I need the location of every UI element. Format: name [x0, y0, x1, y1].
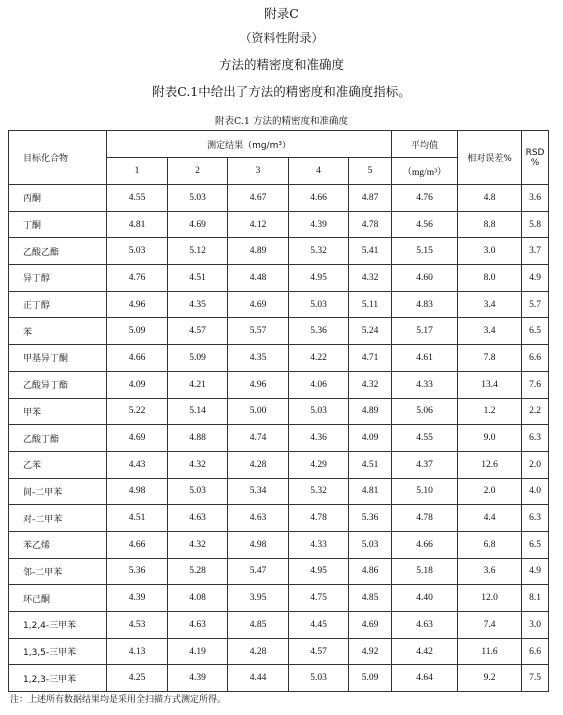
- section-title: 方法的精密度和准确度: [218, 57, 344, 72]
- result-value: 4.87: [349, 185, 392, 212]
- result-value: 4.69: [107, 425, 168, 452]
- rsd-value: 6.6: [522, 638, 549, 665]
- result-value: 5.00: [228, 398, 289, 425]
- result-value: 4.89: [349, 398, 392, 425]
- table-row: [9, 265, 549, 292]
- result-value: 4.45: [289, 612, 349, 639]
- result-value: 3.95: [228, 585, 289, 612]
- mean-value: 5.06: [392, 398, 458, 425]
- result-value: 5.09: [349, 665, 392, 692]
- header-mean: 平均值: [392, 131, 458, 158]
- table-caption: 附表C.1 方法的精密度和准确度: [214, 116, 348, 127]
- result-value: 4.57: [289, 638, 349, 665]
- mean-value: 4.78: [392, 505, 458, 532]
- result-value: 5.24: [349, 318, 392, 345]
- result-value: 4.96: [228, 371, 289, 398]
- rsd-value: 6.6: [522, 345, 549, 372]
- result-value: 4.51: [168, 265, 228, 292]
- result-value: 4.63: [228, 505, 289, 532]
- result-value: 4.33: [289, 531, 349, 558]
- compound-name: 1,2,4-三甲苯: [9, 612, 107, 639]
- compound-name: 乙酸乙酯: [9, 238, 107, 265]
- result-value: 4.92: [349, 638, 392, 665]
- result-value: 5.41: [349, 238, 392, 265]
- table-row: [9, 211, 549, 238]
- result-value: 5.03: [289, 398, 349, 425]
- rsd-value: 5.7: [522, 291, 549, 318]
- compound-name: 邻-二甲苯: [9, 558, 107, 585]
- result-value: 4.53: [107, 612, 168, 639]
- rsd-value: 4.9: [522, 265, 549, 292]
- mean-value: 4.40: [392, 585, 458, 612]
- result-value: 4.06: [289, 371, 349, 398]
- rsd-value: 4.0: [522, 478, 549, 505]
- compound-name: 正丁醇: [9, 291, 107, 318]
- table-note: 注：上述所有数据结果均是采用全扫描方式测定所得。: [10, 695, 227, 705]
- mean-value: 4.61: [392, 345, 458, 372]
- result-value: 4.09: [107, 371, 168, 398]
- rsd-value: 5.8: [522, 211, 549, 238]
- compound-name: 乙酸丁酯: [9, 425, 107, 452]
- table-row: [9, 318, 549, 345]
- relative-error-value: 12.6: [458, 451, 522, 478]
- relative-error-value: 12.0: [458, 585, 522, 612]
- result-value: 5.36: [107, 558, 168, 585]
- result-value: 4.98: [228, 531, 289, 558]
- compound-name: 丙酮: [9, 185, 107, 212]
- table-row: [9, 185, 549, 212]
- result-value: 4.85: [228, 612, 289, 639]
- mean-value: 4.64: [392, 665, 458, 692]
- compound-name: 乙酸异丁酯: [9, 371, 107, 398]
- relative-error-value: 7.4: [458, 612, 522, 639]
- result-value: 4.78: [349, 211, 392, 238]
- relative-error-value: 3.4: [458, 318, 522, 345]
- result-value: 4.89: [228, 238, 289, 265]
- header-rsd: RSD %: [522, 131, 549, 185]
- relative-error-value: 1.2: [458, 398, 522, 425]
- result-value: 5.32: [289, 238, 349, 265]
- result-value: 4.32: [168, 451, 228, 478]
- result-value: 4.57: [168, 318, 228, 345]
- result-value: 5.12: [168, 238, 228, 265]
- compound-name: 甲基异丁酮: [9, 345, 107, 372]
- result-value: 5.57: [228, 318, 289, 345]
- table-row: [9, 345, 549, 372]
- result-value: 4.19: [168, 638, 228, 665]
- compound-name: 1,3,5-三甲苯: [9, 638, 107, 665]
- intro-text: 附表C.1中给出了方法的精密度和准确度指标。: [152, 84, 411, 99]
- mean-value: 4.66: [392, 531, 458, 558]
- result-value: 4.51: [107, 505, 168, 532]
- result-value: 4.76: [107, 265, 168, 292]
- relative-error-value: 8.8: [458, 211, 522, 238]
- relative-error-value: 2.0: [458, 478, 522, 505]
- result-value: 4.69: [349, 612, 392, 639]
- rsd-value: 7.5: [522, 665, 549, 692]
- result-value: 4.43: [107, 451, 168, 478]
- result-value: 5.09: [107, 318, 168, 345]
- table-row: [9, 425, 549, 452]
- rsd-value: 2.0: [522, 451, 549, 478]
- relative-error-value: 4.8: [458, 185, 522, 212]
- relative-error-value: 3.0: [458, 238, 522, 265]
- result-value: 4.88: [168, 425, 228, 452]
- table-row: [9, 291, 549, 318]
- rsd-value: 6.3: [522, 505, 549, 532]
- compound-name: 甲苯: [9, 398, 107, 425]
- header-replicate-2: 2: [168, 158, 228, 185]
- result-value: 5.09: [168, 345, 228, 372]
- rsd-value: 6.5: [522, 318, 549, 345]
- result-value: 4.25: [107, 665, 168, 692]
- header-replicate-5: 5: [349, 158, 392, 185]
- result-value: 4.95: [289, 265, 349, 292]
- result-value: 4.32: [349, 265, 392, 292]
- result-value: 4.81: [349, 478, 392, 505]
- result-value: 4.74: [228, 425, 289, 452]
- table-row: [9, 638, 549, 665]
- result-value: 4.66: [107, 531, 168, 558]
- result-value: 4.32: [168, 531, 228, 558]
- table-row: [9, 558, 549, 585]
- header-replicate-3: 3: [228, 158, 289, 185]
- result-value: 4.85: [349, 585, 392, 612]
- result-value: 5.03: [289, 291, 349, 318]
- mean-value: 5.10: [392, 478, 458, 505]
- rsd-value: 3.0: [522, 612, 549, 639]
- result-value: 4.71: [349, 345, 392, 372]
- rsd-value: 6.3: [522, 425, 549, 452]
- mean-value: 4.33: [392, 371, 458, 398]
- result-value: 4.39: [107, 585, 168, 612]
- result-value: 5.47: [228, 558, 289, 585]
- header-results: 测定结果（mg/m³）: [107, 131, 392, 158]
- result-value: 5.14: [168, 398, 228, 425]
- result-value: 4.69: [228, 291, 289, 318]
- mean-value: 4.37: [392, 451, 458, 478]
- table-row: [9, 478, 549, 505]
- mean-value: 5.17: [392, 318, 458, 345]
- table-row: [9, 398, 549, 425]
- relative-error-value: 11.6: [458, 638, 522, 665]
- result-value: 4.28: [228, 451, 289, 478]
- mean-value: 4.76: [392, 185, 458, 212]
- table-body: [9, 185, 549, 692]
- result-value: 5.34: [228, 478, 289, 505]
- result-value: 4.44: [228, 665, 289, 692]
- relative-error-value: 7.8: [458, 345, 522, 372]
- result-value: 4.78: [289, 505, 349, 532]
- result-value: 4.81: [107, 211, 168, 238]
- result-value: 4.32: [349, 371, 392, 398]
- result-value: 4.09: [349, 425, 392, 452]
- rsd-value: 3.7: [522, 238, 549, 265]
- rsd-value: 7.6: [522, 371, 549, 398]
- result-value: 4.51: [349, 451, 392, 478]
- rsd-value: 8.1: [522, 585, 549, 612]
- result-value: 5.36: [349, 505, 392, 532]
- result-value: 4.63: [168, 612, 228, 639]
- precision-table: [8, 130, 549, 692]
- table-row: [9, 238, 549, 265]
- appendix-title: 附录C: [264, 6, 299, 21]
- mean-value: 4.55: [392, 425, 458, 452]
- rsd-value: 2.2: [522, 398, 549, 425]
- table-row: [9, 531, 549, 558]
- relative-error-value: 3.6: [458, 558, 522, 585]
- table-row: [9, 371, 549, 398]
- result-value: 4.55: [107, 185, 168, 212]
- compound-name: 异丁醇: [9, 265, 107, 292]
- rsd-value: 3.6: [522, 185, 549, 212]
- relative-error-value: 3.4: [458, 291, 522, 318]
- header-relative-error: 相对误差%: [458, 131, 522, 185]
- result-value: 4.13: [107, 638, 168, 665]
- result-value: 4.39: [289, 211, 349, 238]
- table-row: [9, 612, 549, 639]
- header-replicate-4: 4: [289, 158, 349, 185]
- result-value: 4.39: [168, 665, 228, 692]
- compound-name: 环己酮: [9, 585, 107, 612]
- relative-error-value: 9.2: [458, 665, 522, 692]
- mean-value: 4.42: [392, 638, 458, 665]
- result-value: 4.75: [289, 585, 349, 612]
- result-value: 4.08: [168, 585, 228, 612]
- result-value: 5.11: [349, 291, 392, 318]
- result-value: 4.12: [228, 211, 289, 238]
- result-value: 4.36: [289, 425, 349, 452]
- relative-error-value: 9.0: [458, 425, 522, 452]
- compound-name: 1,2,3-三甲苯: [9, 665, 107, 692]
- rsd-value: 6.5: [522, 531, 549, 558]
- result-value: 4.98: [107, 478, 168, 505]
- compound-name: 丁酮: [9, 211, 107, 238]
- table-row: [9, 451, 549, 478]
- result-value: 4.66: [289, 185, 349, 212]
- relative-error-value: 8.0: [458, 265, 522, 292]
- result-value: 4.95: [289, 558, 349, 585]
- compound-name: 对-二甲苯: [9, 505, 107, 532]
- compound-name: 苯乙烯: [9, 531, 107, 558]
- mean-value: 4.83: [392, 291, 458, 318]
- mean-value: 5.15: [392, 238, 458, 265]
- result-value: 4.28: [228, 638, 289, 665]
- result-value: 5.03: [107, 238, 168, 265]
- compound-name: 间-二甲苯: [9, 478, 107, 505]
- result-value: 5.03: [289, 665, 349, 692]
- result-value: 5.28: [168, 558, 228, 585]
- result-value: 4.29: [289, 451, 349, 478]
- result-value: 4.66: [107, 345, 168, 372]
- result-value: 4.63: [168, 505, 228, 532]
- table-row: [9, 585, 549, 612]
- header-replicate-1: 1: [107, 158, 168, 185]
- compound-name: 乙苯: [9, 451, 107, 478]
- result-value: 4.96: [107, 291, 168, 318]
- compound-name: 苯: [9, 318, 107, 345]
- relative-error-value: 4.4: [458, 505, 522, 532]
- result-value: 4.35: [228, 345, 289, 372]
- result-value: 5.03: [168, 185, 228, 212]
- result-value: 5.03: [168, 478, 228, 505]
- result-value: 5.03: [349, 531, 392, 558]
- table-row: [9, 505, 549, 532]
- header-compound: 目标化合物: [9, 131, 107, 185]
- header-mean-unit: （mg/m³）: [392, 158, 458, 185]
- result-value: 4.35: [168, 291, 228, 318]
- result-value: 4.48: [228, 265, 289, 292]
- result-value: 5.22: [107, 398, 168, 425]
- result-value: 5.36: [289, 318, 349, 345]
- relative-error-value: 6.8: [458, 531, 522, 558]
- result-value: 4.69: [168, 211, 228, 238]
- table-row: [9, 665, 549, 692]
- rsd-value: 4.9: [522, 558, 549, 585]
- result-value: 4.22: [289, 345, 349, 372]
- result-value: 4.86: [349, 558, 392, 585]
- result-value: 4.21: [168, 371, 228, 398]
- appendix-type: （资料性附录）: [239, 31, 324, 45]
- mean-value: 4.60: [392, 265, 458, 292]
- mean-value: 5.18: [392, 558, 458, 585]
- mean-value: 4.56: [392, 211, 458, 238]
- relative-error-value: 13.4: [458, 371, 522, 398]
- mean-value: 4.63: [392, 612, 458, 639]
- result-value: 5.32: [289, 478, 349, 505]
- result-value: 4.67: [228, 185, 289, 212]
